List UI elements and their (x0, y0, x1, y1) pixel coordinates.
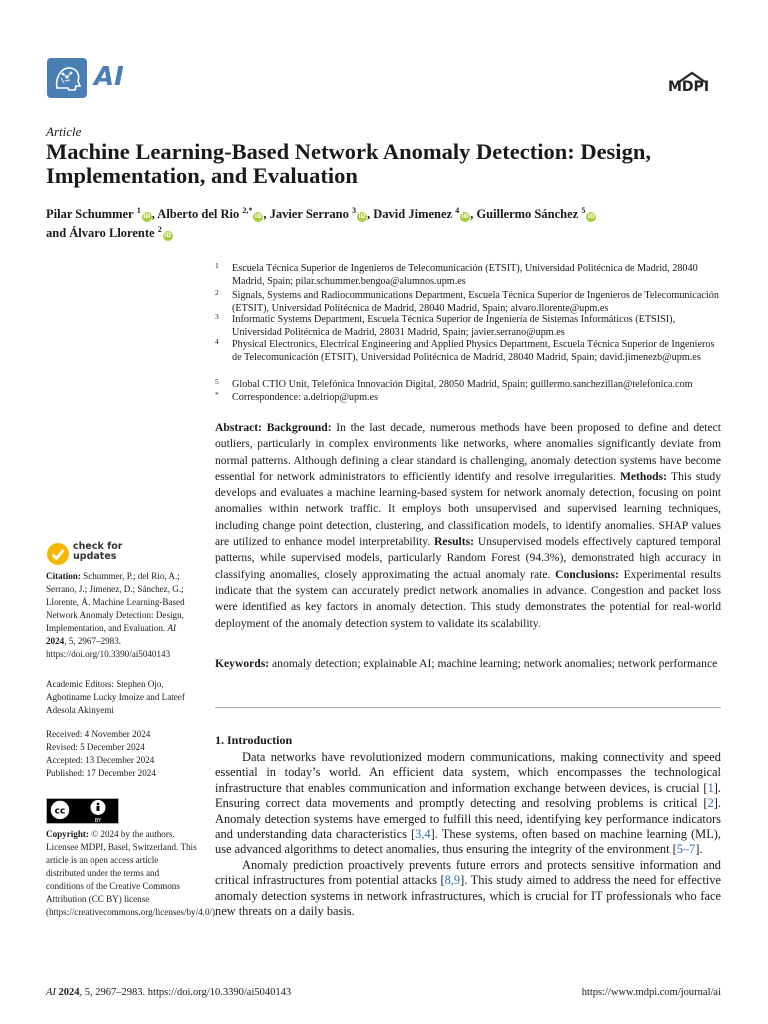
footer-citation: AI 2024, 5, 2967–2983. https://doi.org/10.3390/ai5040143 (46, 987, 292, 998)
orcid-icon[interactable]: iD (254, 213, 262, 220)
copyright: Copyright: © 2024 by the authors. Licensee MDPI, Basel, Switzerland. This article is an open access article distributed under the terms and conditions of the Creative Commons Attribution (CC BY) license (https://creativecommons.org/licenses/by/4.0/). (46, 829, 218, 917)
publisher-name: MDPI (668, 79, 710, 95)
section-heading: 1. Introduction (215, 733, 293, 747)
citation-link[interactable]: 1 (707, 780, 714, 795)
affiliation: 2 Signals, Systems and Radiocommunications Department, Escuela Técnica Superior de Ingenieros de Telecomunicación (ETSIT), Universidad Politécnica de Madrid, 28040 Madrid, Spain; alvaro.llorente@upm.es (215, 288, 719, 315)
paragraph: Anomaly prediction proactively prevents future errors and protects sensitive information and critical infrastructures from potential attacks [8,9]. This study aimed to address the need for effective anomaly detection systems in network infrastructures, which is crucial for IT professionals who face new threats on a daily basis. (215, 857, 721, 919)
svg-text:cc: cc (54, 806, 66, 817)
author-list: Pilar Schummer $^1$iD, Alberto del Rio $^{2,*}$iD, Javier Serrano $^3$iD, David Jimenez $^4$iD, Guillermo Sánchez $^5$iD and Álvaro Llorente $^2$iD (46, 206, 595, 240)
check-updates-label: updates (73, 551, 117, 562)
orcid-icon[interactable]: iD (461, 213, 469, 220)
citation: Citation: Schummer, P.; del Rio, A.; Serrano, J.; Jimenez, D.; Sánchez, G.; Llorente, Á. Machine Learning-Based Network Anomaly Detection: Design, Implementation, and Evaluation. AI 2024, 5, 2967–2983. https://doi.org/10.3390/ai5040143 (46, 571, 185, 659)
abstract: Abstract: Background: In the last decade, numerous methods have been proposed to define and detect outliers, particularly in complex environments like networks, where anomalies significantly deviate from normal patterns. Although defining a clear standard is challenging, anomaly detection systems have become essential for network administrators to efficiently identify and resolve irregularities. Methods: This study develops and evaluates a machine learning-based system for network anomaly detection, focusing on point anomalies within network traffic. It employs both unsupervised and supervised learning techniques, including change point detection, clustering, and classification models, to identify anomalies. SHAP values are utilized to enhance model interpretability. Results: Unsupervised models effectively captured temporal patterns, while supervised models, particularly Random Forest (94.3%), demonstrated high accuracy in classifying anomalies, closely approximating the actual anomaly rate. Conclusions: Experimental results indicate that the system can accurately predict network anomalies in advance. Congestion and packet loss were identified as key factors in anomaly detection. This study demonstrates the potential for real-world deployment of the anomaly detection system to validate its scalability. (215, 421, 722, 630)
citation-link[interactable]: 5–7 (676, 842, 696, 857)
cc-by-license-icon[interactable] (46, 798, 119, 824)
mdpi-logo (665, 70, 720, 100)
citation-link[interactable]: 2 (707, 796, 714, 811)
orcid-icon[interactable]: iD (143, 213, 151, 220)
affiliation: 4 Physical Electronics, Electrical Engineering and Applied Physics Department, Escuela Técnica Superior de Ingenieros de Telecomunicación (ETSIT), Universidad Politécnica de Madrid, 28040 Madrid, Spain; david.jimenezb@upm.es (215, 337, 715, 364)
keywords: Keywords: anomaly detection; explainable AI; machine learning; network anomalies; network performance (215, 657, 718, 670)
section-divider (215, 707, 721, 708)
check-updates-icon (46, 542, 70, 566)
academic-editors: Academic Editors: Stephen Ojo, Agbotiname Lucky Imoize and Lateef Adesola Akinyemi (46, 679, 185, 715)
author: Pilar Schummer $^1$iD (46, 206, 151, 221)
author: Alberto del Rio $^{2,*}$iD (157, 206, 262, 221)
paper-title: Machine Learning-Based Network Anomaly Detection: Design, Implementation, and Evaluation (46, 139, 651, 188)
citation-link[interactable]: 8,9 (444, 873, 461, 888)
affiliation: 1 Escuela Técnica Superior de Ingenieros de Telecomunicación (ETSIT), Universidad Politécnica de Madrid, 28040 Madrid, Spain; pilar.schummer.bengoa@alumnos.upm.es (215, 261, 698, 288)
footer-journal-link[interactable]: https://www.mdpi.com/journal/ai (581, 987, 721, 998)
paragraph: Data networks have revolutionized modern communications, making connectivity and speed essential in today’s world. An efficient data system, which encompasses the technological infrastructure that enables communication and information exchange between devices, is crucial [1]. Ensuring correct data movements and promptly detecting and resolving problems is critical [2]. Anomaly detection systems have emerged to fulfill this need, identifying key performance indicators and understanding data characteristics [3,4]. These systems, often based on machine learning (ML), use advanced algorithms to detect anomalies, thus ensuring the integrity of the environment [5–7]. (215, 750, 721, 857)
orcid-icon[interactable]: iD (358, 213, 366, 220)
correspondence: * Correspondence: a.delriop@upm.es (215, 390, 379, 403)
author: Álvaro Llorente $^2$iD (69, 225, 172, 240)
check-updates-label: check for (73, 541, 123, 552)
journal-name: AI (94, 62, 124, 92)
affiliation: 3 Informatic Systems Department, Escuela Técnica Superior de Ingeniería de Sistemas Informáticos (ETSISI), Universidad Politécnica de Madrid, 28031 Madrid, Spain; javier.serrano@upm.es (215, 312, 676, 339)
citation-link[interactable]: 3,4 (415, 827, 431, 842)
check-for-updates-button[interactable] (46, 540, 156, 570)
author-conjunction: and (46, 226, 67, 240)
accepted-date: Accepted: 13 December 2024 (46, 755, 155, 765)
orcid-icon[interactable]: iD (164, 232, 172, 239)
affiliation: 5 Global CTIO Unit, Telefónica Innovación Digital, 28050 Madrid, Spain; guillermo.sanchezillan@telefonica.com (215, 377, 693, 390)
author: David Jimenez $^4$iD (373, 206, 469, 221)
introduction-body (215, 750, 721, 919)
published-date: Published: 17 December 2024 (46, 768, 156, 778)
cc-by-label: BY (94, 818, 102, 824)
journal-logo-icon (47, 58, 87, 98)
revised-date: Revised: 5 December 2024 (46, 742, 145, 752)
author: Guillermo Sánchez $^5$iD (476, 206, 595, 221)
article-type: Article (46, 124, 82, 139)
dates (46, 728, 198, 780)
orcid-icon[interactable]: iD (587, 213, 595, 220)
received-date: Received: 4 November 2024 (46, 729, 151, 739)
author: Javier Serrano $^3$iD (269, 206, 366, 221)
